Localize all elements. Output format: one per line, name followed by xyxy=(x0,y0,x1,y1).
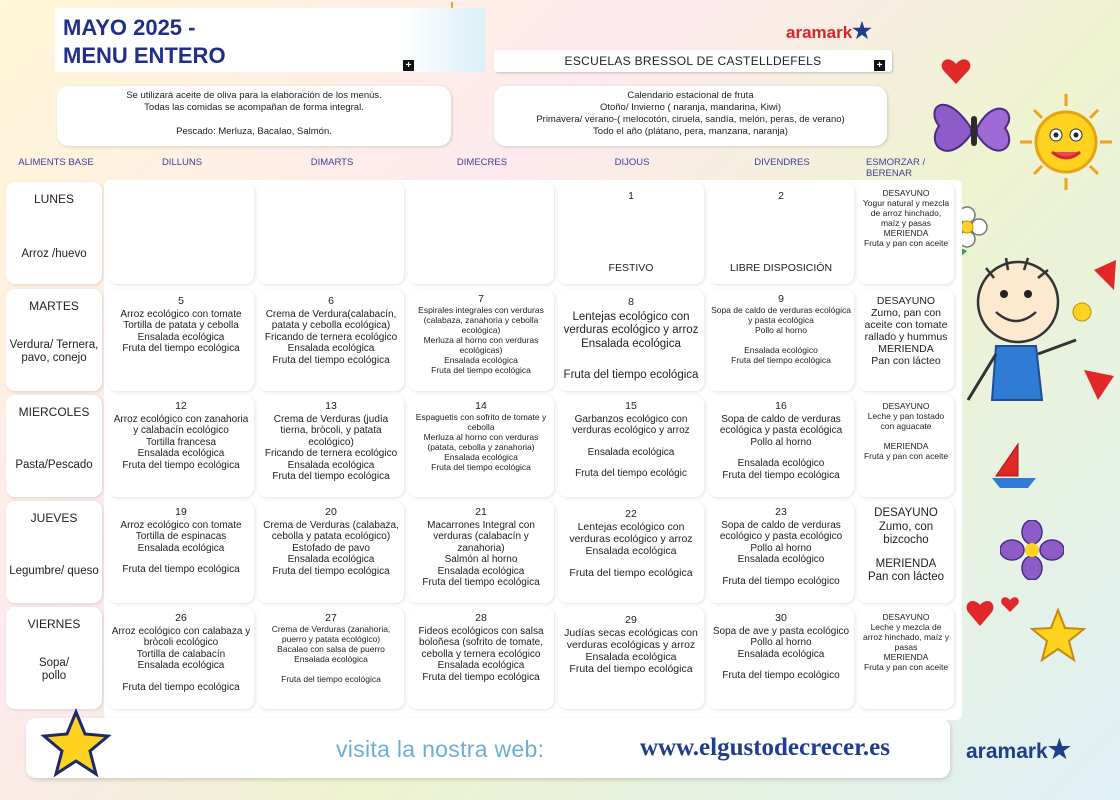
menu-cell-day-2 xyxy=(708,182,854,284)
menu-item: Crema de Verduras (judía tierna, bròcoli, y patata ecológico) xyxy=(273,413,389,448)
col-head-dimarts: DIMARTS xyxy=(310,157,354,168)
expand-icon[interactable]: + xyxy=(403,60,414,71)
menu-item: FESTIVO xyxy=(608,262,654,274)
menu-item: Fruta del tiempo ecológica xyxy=(272,471,390,482)
note-line: Se utilizará aceite de oliva para la elaboración de los menús. xyxy=(126,90,382,101)
day-number: 23 xyxy=(775,506,787,518)
snack-cell-lunes xyxy=(858,182,954,284)
menu-item: Fruta del tiempo ecológica xyxy=(122,459,240,471)
menu-item: Espaguetis con sofrito de tomate y cebolla xyxy=(415,412,547,432)
title-line-1: MAYO 2025 - xyxy=(63,15,196,40)
day-name: MIERCOLES xyxy=(18,405,90,419)
menu-item: Ensalada ecológica xyxy=(137,542,225,554)
snack-item: Fruta y pan con aceite xyxy=(863,451,949,461)
menu-item: Ensalada ecológica xyxy=(737,648,825,660)
snack-item: Fruta y pan con aceite xyxy=(863,662,949,672)
snack-item: Fruta y pan con aceite xyxy=(863,238,949,248)
sailboat-doodle xyxy=(990,440,1040,490)
menu-item: Sopa de caldo de verduras ecológica y pasta ecológica xyxy=(719,413,843,436)
menu-cell-day-15 xyxy=(558,395,704,497)
menu-item: Ensalada ecológica xyxy=(585,651,677,663)
aramark-logo-bottom xyxy=(966,734,1071,765)
menu-item: Fruta del tiempo ecológica xyxy=(422,671,540,683)
snack-label: DESAYUNO xyxy=(874,507,938,519)
menu-item: Ensalada ecológica xyxy=(287,343,375,354)
day-name: VIERNES xyxy=(27,617,81,631)
menu-item: Tortilla de patata y cebolla xyxy=(123,320,239,331)
col-head-divendres: DIVENDRES xyxy=(754,157,810,168)
menu-item: Arroz ecológico con calabaza y bròcoli ecológico xyxy=(111,625,251,648)
col-head-dilluns: DILLUNS xyxy=(161,157,203,168)
day-name: JUEVES xyxy=(30,511,78,525)
day-number: 21 xyxy=(475,506,487,518)
menu-item: Fruta del tiempo ecológica xyxy=(272,354,390,366)
snack-label: MERIENDA xyxy=(883,652,929,662)
menu-item: Salmón al horno xyxy=(444,554,518,565)
menu-item: Crema de Verduras (zanahoria, puerro y patata ecológico) xyxy=(271,624,391,644)
day-number: 29 xyxy=(625,614,637,626)
menu-item: Fruta del tiempo ecológica xyxy=(563,369,699,381)
menu-cell-empty xyxy=(108,182,254,284)
menu-item: Pollo al horno xyxy=(750,436,812,448)
menu-item: Sopa de ave y pasta ecológico xyxy=(712,625,850,637)
snack-label: MERIENDA xyxy=(875,557,937,570)
snack-label: DESAYUNO xyxy=(876,295,936,307)
col-head-dijous: DIJOUS xyxy=(614,157,650,168)
day-number: 6 xyxy=(328,295,334,307)
day-base-food: Pasta/Pescado xyxy=(15,459,93,471)
menu-item: LIBRE DISPOSICIÓN xyxy=(729,262,833,274)
menu-cell-day-22 xyxy=(558,501,704,603)
menu-item: Sopa de caldo de verduras ecológica y pasta ecológica xyxy=(711,305,851,325)
menu-item: Bacalao con salsa de puerro xyxy=(277,644,385,654)
menu-cell-day-16 xyxy=(708,395,854,497)
day-cell-martes xyxy=(6,289,102,391)
day-name: LUNES xyxy=(33,192,74,206)
menu-item: Lentejas ecológico con verduras ecológico y arroz xyxy=(563,310,699,336)
menu-item: Fruta del tiempo ecológico xyxy=(722,575,840,587)
menu-item: Ensalada ecológica xyxy=(444,355,518,365)
note-line xyxy=(57,114,451,126)
menu-cell-day-28 xyxy=(408,607,554,709)
menu-cell-day-1 xyxy=(558,182,704,284)
fruit-line: Otoño/ Invierno ( naranja, mandarina, Kiwi) xyxy=(599,102,782,113)
menu-cell-day-27 xyxy=(258,607,404,709)
day-number: 20 xyxy=(325,506,337,518)
menu-item: Fruta del tiempo ecológica xyxy=(569,567,693,579)
day-number: 9 xyxy=(778,293,784,305)
snack-item: Pan con lácteo xyxy=(867,571,945,583)
menu-item: Fruta del tiempo ecológica xyxy=(122,681,240,693)
note-line: Todas las comidas se acompañan de forma integral. xyxy=(144,102,364,113)
menu-item: Fruta del tiempo ecológica xyxy=(431,462,531,472)
day-number: 12 xyxy=(175,400,187,412)
day-number: 8 xyxy=(628,296,634,308)
menu-item: Pollo al horno xyxy=(755,325,807,335)
menu-cell-day-5 xyxy=(108,289,254,391)
menu-cell-day-29 xyxy=(558,607,704,709)
menu-item: Merluza al horno con verduras (patata, cebolla y zanahoria) xyxy=(423,432,539,452)
menu-cell-day-26 xyxy=(108,607,254,709)
snack-item: Leche y pan tostado con aguacate xyxy=(867,411,945,431)
menu-item: Tortilla francesa xyxy=(145,436,217,448)
snack-item: Zumo, con bizcocho xyxy=(878,520,934,546)
snack-label: MERIENDA xyxy=(878,343,934,355)
menu-item: Ensalada ecológica xyxy=(294,654,368,664)
menu-item: Fruta del tiempo ecológica xyxy=(431,365,531,375)
menu-item: Ensalada ecológico xyxy=(737,554,825,565)
menu-cell-day-12 xyxy=(108,395,254,497)
menu-item: Garbanzos ecológico con verduras ecológico y arroz xyxy=(572,413,690,436)
snack-label: DESAYUNO xyxy=(882,612,930,622)
menu-item: Arroz ecológico con tomate xyxy=(120,519,242,531)
snack-item: Yogur natural y mezcla de arroz hinchado, maíz y pasas xyxy=(862,198,950,228)
sun-doodle-right xyxy=(1010,90,1116,200)
fruit-line: Todo el año (plátano, pera, manzana, naranja) xyxy=(593,126,788,137)
aramark-logo-text: aramark xyxy=(966,740,1048,763)
flower-purple-doodle xyxy=(1000,520,1064,580)
menu-item: Ensalada ecológica xyxy=(287,554,375,565)
day-cell-jueves xyxy=(6,501,102,603)
day-number: 27 xyxy=(325,612,337,624)
title-box xyxy=(55,8,485,72)
day-number: 15 xyxy=(625,400,637,412)
menu-cell-day-19 xyxy=(108,501,254,603)
aramark-logo-top xyxy=(786,18,872,44)
day-number: 2 xyxy=(778,190,784,202)
snack-cell-jueves xyxy=(858,501,954,603)
snack-item: Pan con lácteo xyxy=(871,355,941,367)
snack-item: Zumo, pan con aceite con tomate rallado y hummus xyxy=(864,307,948,343)
aramark-star-icon: ★ xyxy=(852,18,872,43)
menu-item: Ensalada ecológica xyxy=(581,337,681,350)
butterfly-doodle xyxy=(925,88,1021,170)
menu-item: Sopa de caldo de verduras ecológico y pasta ecológico xyxy=(719,519,843,542)
snack-item: Leche y mezcla de arroz hinchado, maíz y pasas xyxy=(863,622,949,652)
website-link[interactable]: www.elgustodecrecer.es xyxy=(640,734,890,761)
menu-cell-day-14 xyxy=(408,395,554,497)
menu-item: Arroz ecológico con zanahoria y calabacín ecológico xyxy=(113,413,249,436)
expand-icon-2[interactable]: + xyxy=(874,60,885,71)
fruit-line: Primavera/ verano-( melocotón, ciruela, sandía, melón, peras, de verano) xyxy=(536,114,845,125)
day-base-food: Verdura/ Ternera, pavo, conejo xyxy=(9,339,99,364)
day-name: MARTES xyxy=(29,299,79,313)
aramark-star-icon: ★ xyxy=(1047,734,1072,764)
menu-item: Macarrones Integral con verduras (calabacín y zanahoria) xyxy=(427,519,535,554)
day-number: 28 xyxy=(475,612,487,624)
day-number: 7 xyxy=(478,293,484,305)
menu-item: Ensalada ecológico xyxy=(737,458,825,469)
menu-item: Ensalada ecológica xyxy=(137,660,225,671)
menu-cell-empty xyxy=(258,182,404,284)
school-name: ESCUELAS BRESSOL DE CASTELLDEFELS xyxy=(494,50,892,72)
menu-cell-day-8 xyxy=(558,289,704,391)
day-number: 5 xyxy=(178,295,184,307)
menu-item: Fideos ecológicos con salsa boloñesa (sofrito de tomate, cebolla y ternera ecológico xyxy=(418,625,544,660)
star-doodle-footer xyxy=(40,708,112,780)
menu-item: Fruta del tiempo ecológica xyxy=(122,343,240,354)
day-base-food: Legumbre/ queso xyxy=(9,565,99,577)
day-base-food: Sopa/ pollo xyxy=(38,657,70,682)
day-base-food: Arroz /huevo xyxy=(21,248,87,260)
menu-item: Fruta del tiempo ecológica xyxy=(731,355,831,365)
visit-web-text: visita la nostra web: xyxy=(336,736,545,762)
note-line: Pescado: Merluza, Bacalao, Salmón. xyxy=(176,126,332,137)
menu-item: Ensalada ecológica xyxy=(137,331,225,343)
menu-item: Pollo al horno xyxy=(750,542,812,554)
snack-label: MERIENDA xyxy=(883,228,929,238)
menu-cell-day-23 xyxy=(708,501,854,603)
menu-item: Ensalada ecológico xyxy=(744,345,818,355)
day-number: 26 xyxy=(175,612,187,624)
menu-item: Fricando de ternera ecológico xyxy=(264,448,398,459)
hearts-doodle-bottom xyxy=(964,592,1024,632)
menu-cell-day-6 xyxy=(258,289,404,391)
menu-item: Fricando de ternera ecológico xyxy=(264,331,398,343)
menu-item: Ensalada ecológica xyxy=(287,459,375,471)
menu-cell-day-20 xyxy=(258,501,404,603)
menu-item: Ensalada ecológica xyxy=(437,660,525,671)
day-number: 22 xyxy=(625,508,637,520)
menu-item: Tortilla de espinacas xyxy=(135,531,227,542)
menu-item: Fruta del tiempo ecológic xyxy=(575,468,687,479)
snack-cell-viernes xyxy=(858,607,954,709)
menu-item: Arroz ecológico con tomate xyxy=(120,308,242,320)
menu-item: Ensalada ecológica xyxy=(444,452,518,462)
col-head-base: ALIMENTS BASE xyxy=(18,157,94,168)
menu-cell-day-7 xyxy=(408,289,554,391)
snack-cell-martes xyxy=(858,289,954,391)
snack-cell-miercoles xyxy=(858,395,954,497)
menu-item: Fruta del tiempo ecológica xyxy=(122,564,240,575)
menu-item: Merluza al horno con verduras ecológicas) xyxy=(423,335,539,355)
menu-cell-day-30 xyxy=(708,607,854,709)
menu-item: Crema de Verduras (calabaza, cebolla y patata ecológico) xyxy=(263,519,399,542)
title-line-2: MENU ENTERO xyxy=(63,43,226,68)
col-head-dimecres: DIMECRES xyxy=(456,157,508,168)
menu-cell-day-9 xyxy=(708,289,854,391)
menu-item: Ensalada ecológica xyxy=(587,446,675,458)
menu-item: Pollo al horno xyxy=(750,637,812,648)
snack-label: DESAYUNO xyxy=(882,188,930,198)
snack-label: DESAYUNO xyxy=(882,401,930,411)
menu-item: Ensalada ecológica xyxy=(585,545,677,557)
day-number: 19 xyxy=(175,506,187,518)
star-doodle-right xyxy=(1030,608,1086,664)
menu-cell-day-21 xyxy=(408,501,554,603)
menu-item: Fruta del tiempo ecológica xyxy=(272,565,390,577)
aramark-logo-text: aramark xyxy=(786,23,853,42)
fruit-line: Calendario estacional de fruta xyxy=(627,90,754,101)
notes-box xyxy=(57,86,451,146)
menu-item: Ensalada ecológica xyxy=(137,448,225,459)
menu-item: Fruta del tiempo ecológica xyxy=(569,663,693,675)
snack-label: MERIENDA xyxy=(883,441,929,451)
menu-item: Fruta del tiempo ecológica xyxy=(722,469,840,481)
menu-item: Crema de Verdura(calabacín, patata y cebolla ecológica) xyxy=(265,308,397,331)
day-number: 14 xyxy=(475,400,487,412)
day-number: 13 xyxy=(325,400,337,412)
day-number: 16 xyxy=(775,400,787,412)
menu-cell-day-13 xyxy=(258,395,404,497)
menu-cell-empty xyxy=(408,182,554,284)
day-cell-miercoles xyxy=(6,395,102,497)
day-number: 30 xyxy=(775,612,787,624)
menu-item: Fruta del tiempo ecológica xyxy=(422,577,540,588)
menu-item: Espirales integrales con verduras (calabaza, zanahoria y cebolla ecológica) xyxy=(418,305,544,335)
child-drawing-doodle xyxy=(966,250,1120,430)
menu-item: Judías secas ecológicas con verduras ecológicas y arroz xyxy=(564,627,698,651)
menu-item: Tortilla de calabacín xyxy=(136,648,226,660)
menu-item: Ensalada ecológica xyxy=(437,565,525,577)
menu-item: Fruta del tiempo ecológica xyxy=(281,674,381,684)
fruit-calendar-box xyxy=(494,86,887,146)
col-head-snacks: ESMORZAR / BERENAR xyxy=(866,157,926,179)
day-cell-lunes xyxy=(6,182,102,284)
heart-doodle-top xyxy=(940,56,972,86)
menu-item: Fruta del tiempo ecológico xyxy=(722,670,840,681)
day-number: 1 xyxy=(628,190,634,202)
menu-item: Lentejas ecológico con verduras ecológico y arroz xyxy=(569,521,693,545)
day-cell-viernes xyxy=(6,607,102,709)
menu-item: Estofado de pavo xyxy=(292,542,370,554)
